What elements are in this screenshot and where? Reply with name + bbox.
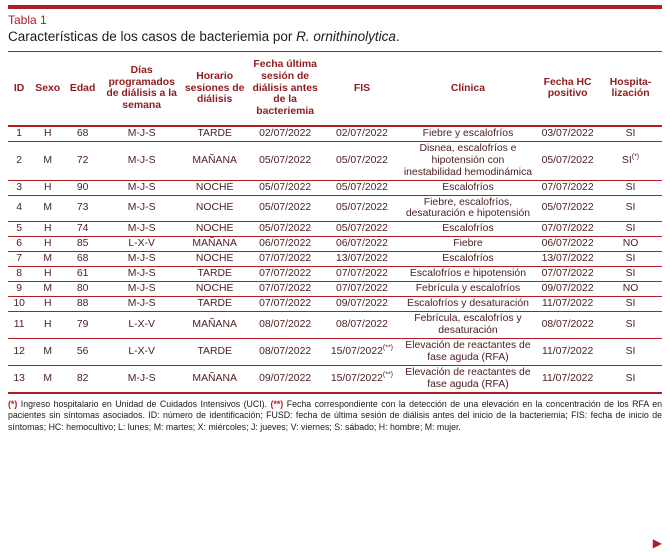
table-body [8,126,662,393]
table-cell: M [30,339,65,366]
table-cell: Escalofríos e hipotensión [400,267,536,282]
table-cell: 05/07/2022 [324,222,400,237]
table-cell: MAÑANA [183,365,246,392]
table-cell: MAÑANA [183,237,246,252]
table-cell: M-J-S [100,141,183,180]
table-cell: 68 [65,126,100,141]
table-cell: 09/07/2022 [246,365,324,392]
table-cell: 5 [8,222,30,237]
table-row [8,141,662,180]
table-cell: Fiebre y escalofríos [400,126,536,141]
table-row [8,126,662,141]
column-header-fecha-hc: Fecha HC positivo [536,52,599,126]
table-cell: 8 [8,267,30,282]
table-cell: SI [599,180,662,195]
table-cell: SI [599,252,662,267]
table-cell: SI(*) [599,141,662,180]
table-row [8,195,662,222]
table-cell: 07/07/2022 [246,297,324,312]
table-cell: 6 [8,237,30,252]
table-cell: M-J-S [100,252,183,267]
table-cell: 11/07/2022 [536,297,599,312]
table-cell: 73 [65,195,100,222]
table-cell: Elevación de reactantes de fase aguda (RFA) [400,365,536,392]
table-cell: 80 [65,282,100,297]
table-cell: 07/07/2022 [246,252,324,267]
table-cell: M-J-S [100,222,183,237]
footnote-text-abbreviations: Fecha correspondiente con la detección de una elevación en la concentración de los RFA en pacientes sin síntomas asociados. ID: número de identificación; FUSD: fecha de última sesión de diálisis antes del inicio de la bacteriemia; FIS: fecha de inicio de síntomas; HC: hemocultivo; L: lunes; M: martes; X: miércoles; J: jueves; V: viernes; S: sábado; H: hombre; M: mujer. [8,398,662,432]
table-cell: SI [599,126,662,141]
table-cell: M-J-S [100,282,183,297]
table-row [8,312,662,339]
footnote-reference: (**) [382,344,394,352]
table-cell: MAÑANA [183,141,246,180]
table-cell: 07/07/2022 [536,180,599,195]
table-cell: 08/07/2022 [324,312,400,339]
table-cell: 02/07/2022 [246,126,324,141]
table-cell: 2 [8,141,30,180]
table-caption [8,29,662,44]
table-cell: H [30,222,65,237]
top-rule-divider [8,5,662,9]
column-header-fis: FIS [324,52,400,126]
table-cell: 03/07/2022 [536,126,599,141]
table-cell: 11/07/2022 [536,339,599,366]
continuation-arrow-icon: ▶ [652,536,662,550]
column-header-id: ID [8,52,30,126]
bacteremia-cases-table [8,52,662,394]
table-cell: M-J-S [100,195,183,222]
table-cell: 05/07/2022 [324,141,400,180]
footnote-reference: (**) [382,371,394,379]
table-cell: SI [599,312,662,339]
table-row [8,267,662,282]
table-cell: 05/07/2022 [246,180,324,195]
table-cell: M [30,195,65,222]
table-cell: 08/07/2022 [246,312,324,339]
table-cell: 07/07/2022 [246,282,324,297]
table-cell: SI [599,365,662,392]
table-cell: L-X-V [100,237,183,252]
table-cell: H [30,312,65,339]
table-cell: 09/07/2022 [324,297,400,312]
table-cell: NO [599,282,662,297]
table-cell: L-X-V [100,339,183,366]
table-cell: 05/07/2022 [536,195,599,222]
table-cell: 07/07/2022 [246,267,324,282]
table-row [8,180,662,195]
caption-text: Características de los casos de bacteriemia por [8,29,297,44]
table-cell: H [30,126,65,141]
table-cell: Escalofríos [400,222,536,237]
table-cell: 10 [8,297,30,312]
table-cell: TARDE [183,267,246,282]
table-row [8,339,662,366]
table-cell: TARDE [183,339,246,366]
table-cell: 88 [65,297,100,312]
table-cell: 72 [65,141,100,180]
table-cell: 02/07/2022 [324,126,400,141]
table-cell: SI [599,195,662,222]
table-cell: Febrícula y escalofríos [400,282,536,297]
table-cell: H [30,237,65,252]
footnote-text-uci: Ingreso hospitalario en Unidad de Cuidados Intensivos (UCI). [17,398,271,409]
table-label: Tabla 1 [8,13,47,27]
table-row [8,237,662,252]
table-cell: 11 [8,312,30,339]
caption-period: . [395,29,400,44]
table-cell: 08/07/2022 [246,339,324,366]
column-header-edad: Edad [65,52,100,126]
footnote-marker-rfa: (**) [270,398,284,409]
table-row [8,252,662,267]
table-cell: H [30,297,65,312]
table-cell: 85 [65,237,100,252]
table-row [8,222,662,237]
column-header-dias-dialisis: Días programados de diálisis a la semana [100,52,183,126]
table-cell: 07/07/2022 [536,222,599,237]
table-row [8,297,662,312]
table-cell: 06/07/2022 [246,237,324,252]
table-cell: 07/07/2022 [536,267,599,282]
table-cell: Escalofríos [400,252,536,267]
table-cell: 9 [8,282,30,297]
footnote-reference: (*) [631,153,640,161]
table-cell: 13/07/2022 [536,252,599,267]
table-cell: 05/07/2022 [324,180,400,195]
table-cell: M [30,141,65,180]
table-cell: TARDE [183,126,246,141]
table-cell: 68 [65,252,100,267]
table-cell: 07/07/2022 [324,282,400,297]
table-cell: 1 [8,126,30,141]
footnote [8,399,662,433]
table-cell: 61 [65,267,100,282]
table-cell: M [30,252,65,267]
table-cell: 13/07/2022 [324,252,400,267]
table-cell: MAÑANA [183,312,246,339]
table-cell: 05/07/2022 [246,222,324,237]
table-cell: 06/07/2022 [536,237,599,252]
table-cell: 05/07/2022 [324,195,400,222]
table-cell: 05/07/2022 [536,141,599,180]
table-cell: NOCHE [183,222,246,237]
table-cell: 7 [8,252,30,267]
column-header-sexo: Sexo [30,52,65,126]
table-cell: Escalofríos y desaturación [400,297,536,312]
table-cell: Escalofríos [400,180,536,195]
table-cell: SI [599,339,662,366]
caption-species-italic: R. ornithinolytica [296,29,396,44]
column-header-horario: Horario sesiones de diálisis [183,52,246,126]
table-cell: 74 [65,222,100,237]
table-cell: M-J-S [100,180,183,195]
table-cell: 15/07/2022(**) [324,339,400,366]
table-cell: 06/07/2022 [324,237,400,252]
table-cell: 11/07/2022 [536,365,599,392]
table-cell: M-J-S [100,365,183,392]
table-cell: 09/07/2022 [536,282,599,297]
table-row [8,282,662,297]
table-cell: 13 [8,365,30,392]
table-cell: H [30,267,65,282]
table-cell: 08/07/2022 [536,312,599,339]
table-cell: NO [599,237,662,252]
table-cell: L-X-V [100,312,183,339]
table-cell: 12 [8,339,30,366]
table-cell: TARDE [183,297,246,312]
table-cell: SI [599,222,662,237]
table-header-row [8,52,662,126]
table-cell: 15/07/2022(**) [324,365,400,392]
table-cell: 3 [8,180,30,195]
table-cell: Febrícula, escalofríos y desaturación [400,312,536,339]
table-cell: M [30,365,65,392]
table-cell: 79 [65,312,100,339]
table-cell: 82 [65,365,100,392]
table-cell: 05/07/2022 [246,195,324,222]
column-header-clinica: Clínica [400,52,536,126]
table-cell: Elevación de reactantes de fase aguda (RFA) [400,339,536,366]
table-cell: Fiebre, escalofríos, desaturación e hipotensión [400,195,536,222]
table-cell: NOCHE [183,282,246,297]
table-cell: 56 [65,339,100,366]
table-cell: NOCHE [183,195,246,222]
table-cell: Fiebre [400,237,536,252]
footnote-marker-uci: (*) [8,398,18,409]
table-cell: Disnea, escalofríos e hipotensión con inestabilidad hemodinámica [400,141,536,180]
table-cell: M-J-S [100,267,183,282]
table-cell: M-J-S [100,126,183,141]
table-row [8,365,662,392]
table-cell: 4 [8,195,30,222]
table-cell: 05/07/2022 [246,141,324,180]
table-cell: 07/07/2022 [324,267,400,282]
table-cell: SI [599,297,662,312]
table-cell: M-J-S [100,297,183,312]
table-cell: M [30,282,65,297]
column-header-hospitalizacion: Hospita-lización [599,52,662,126]
table-cell: H [30,180,65,195]
column-header-fusd: Fecha última sesión de diálisis antes de la bacteriemia [246,52,324,126]
table-cell: NOCHE [183,180,246,195]
table-cell: 90 [65,180,100,195]
table-cell: NOCHE [183,252,246,267]
table-cell: SI [599,267,662,282]
